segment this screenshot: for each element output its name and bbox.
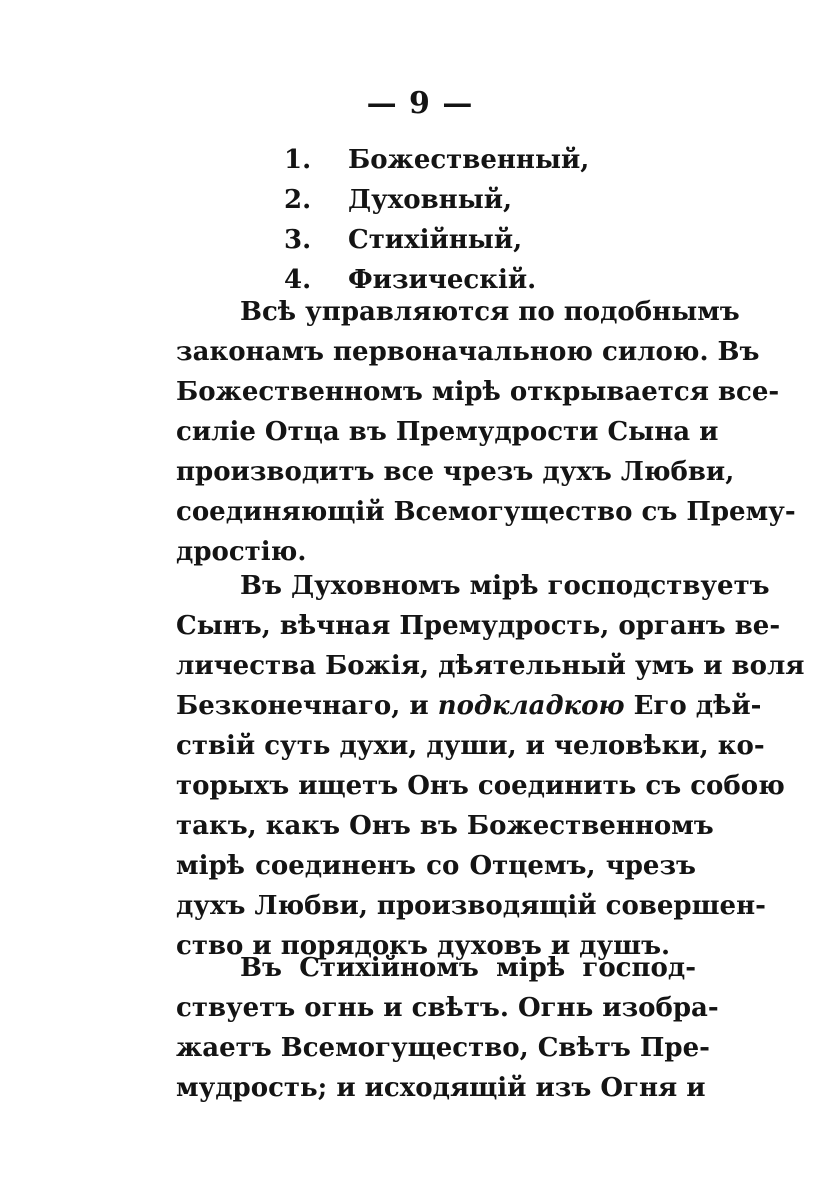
text-line: духъ Любви, производящій совершен- — [176, 891, 766, 921]
text-line: Въ Духовномъ мірѣ господствуетъ — [240, 571, 770, 601]
list-item-number: 3. — [284, 225, 312, 255]
text-line — [176, 686, 762, 726]
text-line: ствуетъ огнь и свѣтъ. Огнь изобра- — [176, 993, 719, 1023]
text-line: Сынъ, вѣчная Премудрость, органъ ве- — [176, 611, 781, 641]
text-line: дростію. — [176, 537, 307, 567]
list-item-number: 4. — [284, 265, 312, 295]
text-line: жаетъ Всемогущество, Свѣтъ Пре- — [176, 1033, 710, 1063]
paragraph-2 — [176, 566, 805, 966]
text-line: такъ, какъ Онъ въ Божественномъ — [176, 811, 714, 841]
list-item-text: Стихійный, — [348, 225, 523, 255]
text-line: ствій суть духи, души, и человѣки, ко- — [176, 731, 765, 761]
list-item-text: Духовный, — [348, 185, 513, 215]
text-line: мірѣ соединенъ со Отцемъ, чрезъ — [176, 851, 696, 881]
text-span: Его дѣй- — [633, 691, 762, 721]
worlds-list — [284, 140, 589, 300]
list-item-number: 2. — [284, 185, 312, 215]
list-item — [284, 220, 589, 260]
text-line: силіе Отца въ Премудрости Сына и — [176, 417, 719, 447]
list-item — [284, 180, 589, 220]
paragraph-1 — [176, 292, 796, 572]
list-item-text: Физическій. — [348, 265, 537, 295]
list-item-number: 1. — [284, 145, 312, 175]
text-line: законамъ первоначальною силою. Въ — [176, 337, 760, 367]
text-line: ство и порядокъ духовъ и душъ. — [176, 931, 671, 961]
text-line: соединяющій Всемогущество съ Прему- — [176, 497, 796, 527]
italic-term: подкладкою — [437, 691, 625, 721]
paragraph-3 — [176, 948, 719, 1108]
text-line: Божественномъ мірѣ открывается все- — [176, 377, 780, 407]
text-line: личества Божія, дѣятельный умъ и воля — [176, 651, 805, 681]
text-line: производитъ все чрезъ духъ Любви, — [176, 457, 735, 487]
page-number: — 9 — — [366, 86, 474, 121]
text-line: Въ Стихійномъ мірѣ господ- — [240, 953, 696, 983]
text-line: торыхъ ищетъ Онъ соединить съ собою — [176, 771, 785, 801]
text-line: Всѣ управляются по подобнымъ — [240, 297, 740, 327]
text-line: мудрость; и исходящій изъ Огня и — [176, 1073, 706, 1103]
list-item-text: Божественный, — [348, 145, 590, 175]
text-span: Безконечнаго, и — [176, 691, 429, 721]
list-item — [284, 140, 589, 180]
